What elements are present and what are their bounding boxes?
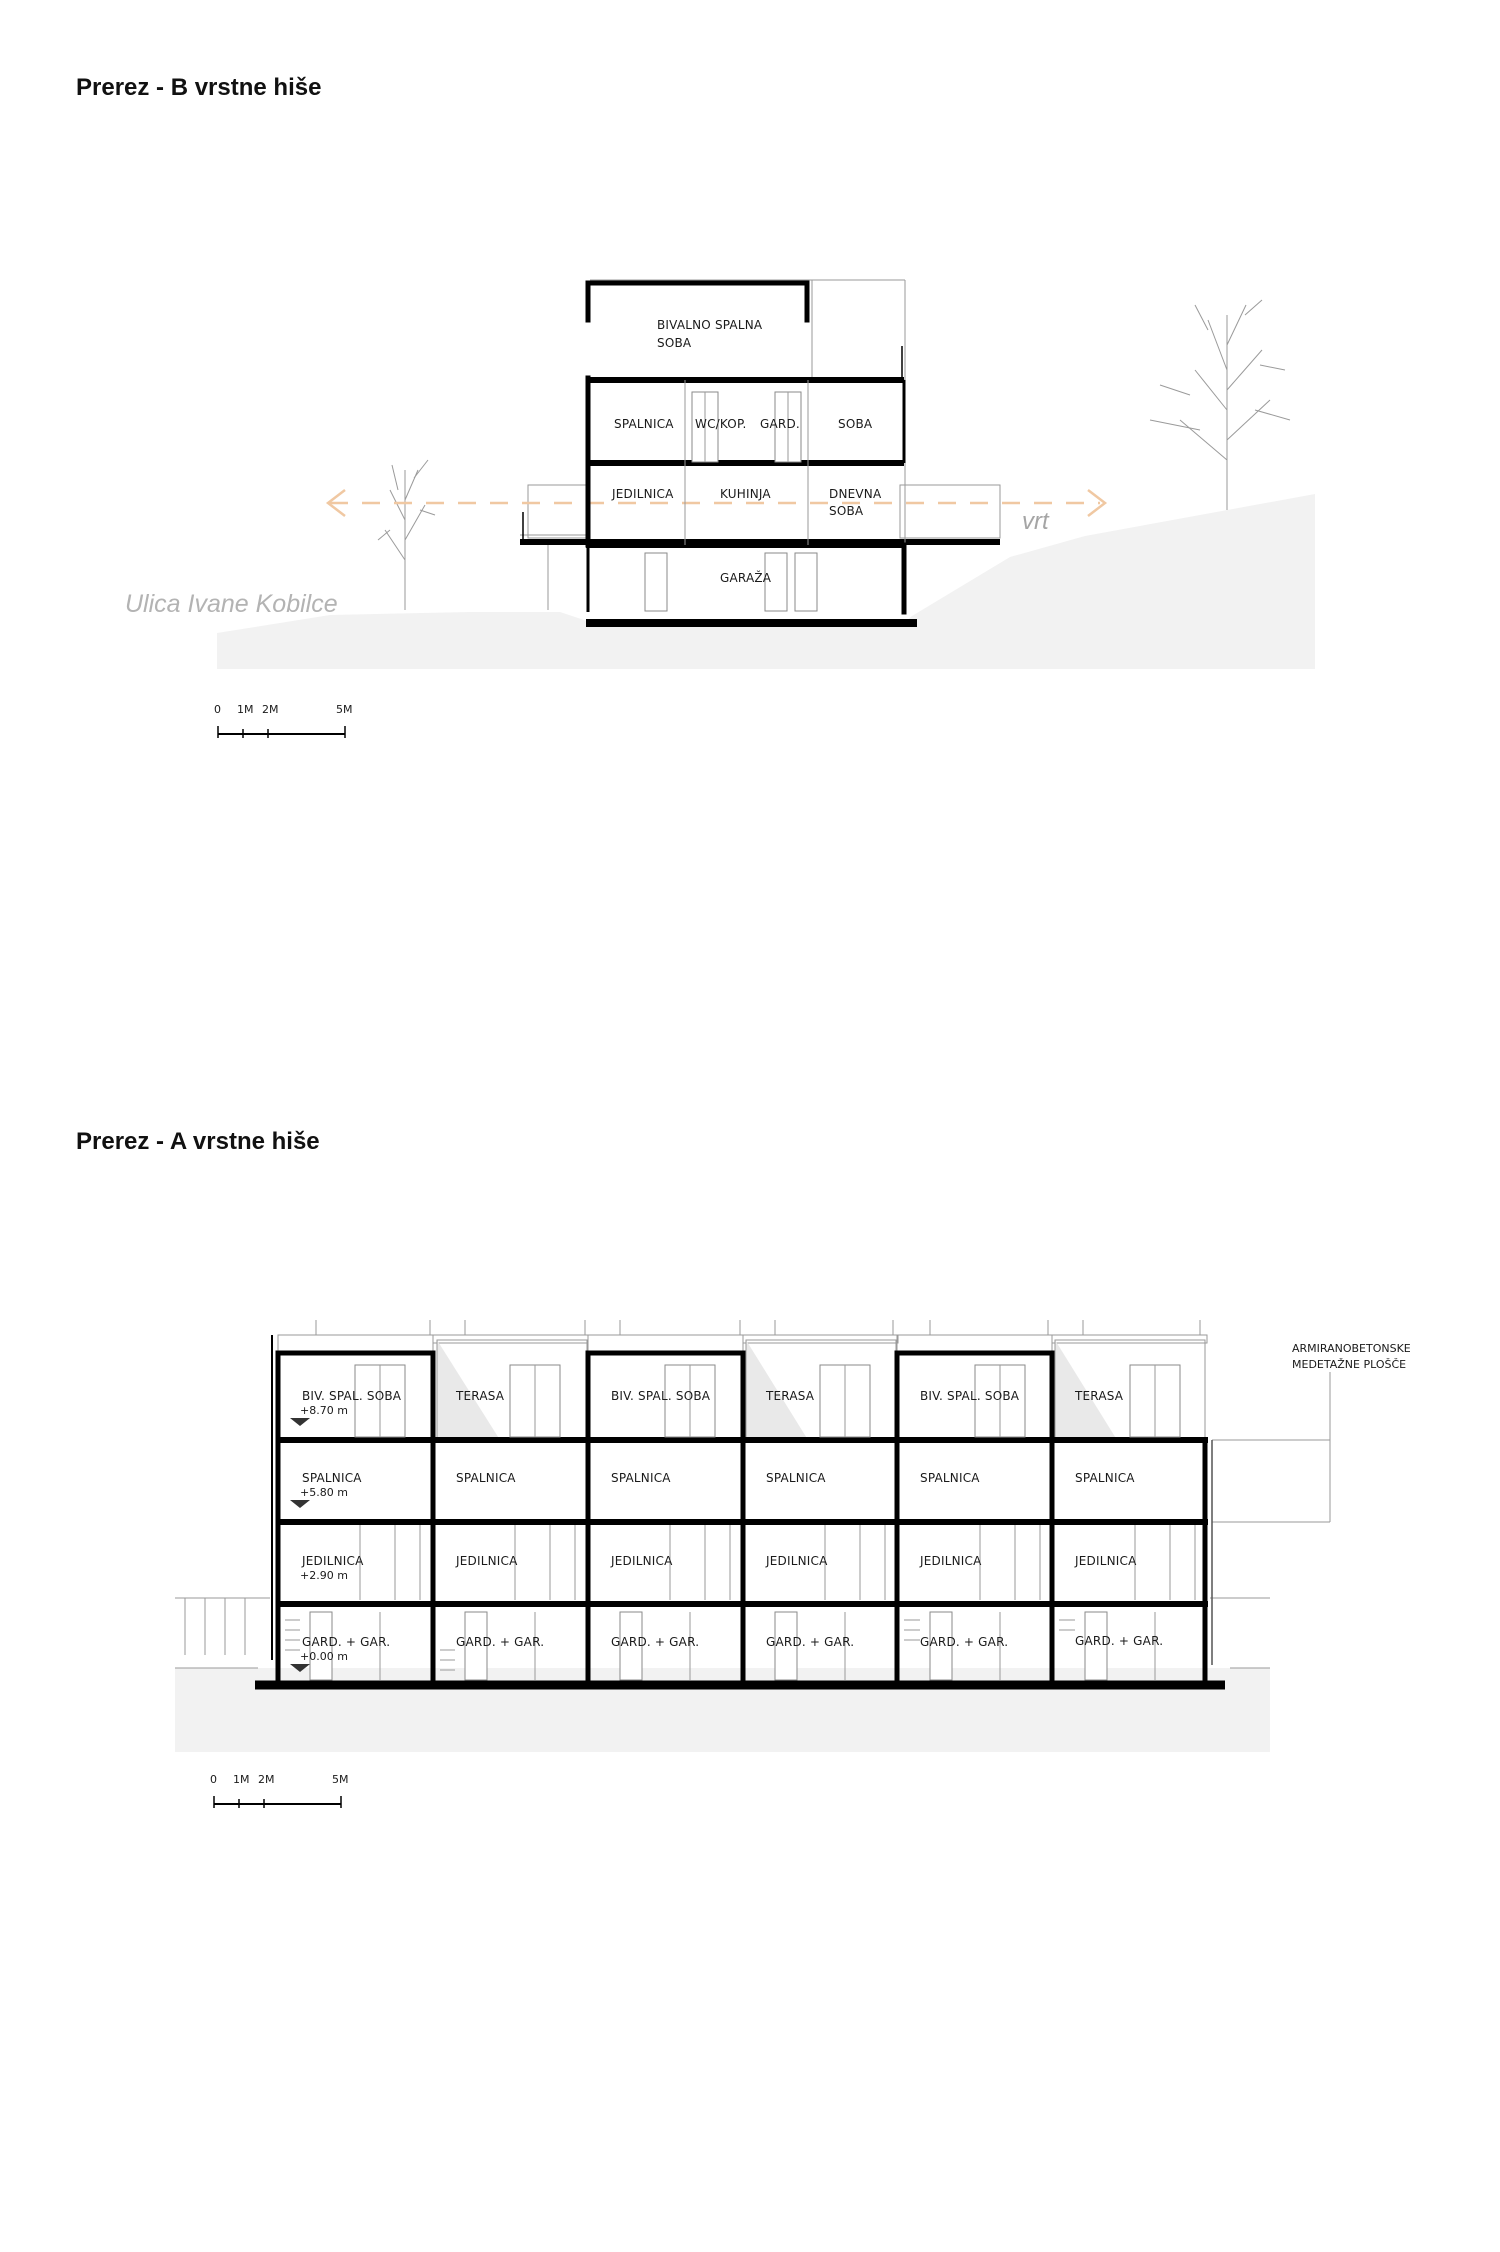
a-r2-c4: SPALNICA [766,1471,826,1485]
section-b-title: Prerez - B vrstne hiše [76,74,322,101]
scale-bar-a [210,1773,349,1808]
room-bivalno-soba: SOBA [657,336,692,350]
a-r3-c6: JEDILNICA [1075,1554,1137,1568]
garden-label: vrt [1022,508,1049,535]
street-label: Ulica Ivane Kobilce [125,590,338,618]
room-garaza: GARAŽA [720,571,772,585]
room-gard: GARD. [760,417,800,431]
a-r3-c5: JEDILNICA [920,1554,982,1568]
scale-b-5m: 5M [336,703,353,716]
scale-b-1m: 1M [237,703,254,716]
scale-a-5m: 5M [332,1773,349,1786]
room-kuhinja: KUHINJA [720,487,771,501]
a-r4-c3: GARD. + GAR. [611,1635,700,1649]
room-wc: WC/KOP. [695,417,747,431]
room-spalnica: SPALNICA [614,417,674,431]
scale-a-2m: 2M [258,1773,275,1786]
room-dnevna: DNEVNA [829,487,882,501]
a-r3-c2: JEDILNICA [456,1554,518,1568]
elevation-000: +0.00 m [300,1650,348,1663]
section-a-row-3 [301,1554,1137,1568]
a-r2-c2: SPALNICA [456,1471,516,1485]
a-r1-c4: TERASA [766,1389,815,1403]
a-r4-c5: GARD. + GAR. [920,1635,1009,1649]
a-r1-c3: BIV. SPAL. SOBA [611,1389,711,1403]
a-r2-c3: SPALNICA [611,1471,671,1485]
a-r4-c4: GARD. + GAR. [766,1635,855,1649]
room-soba: SOBA [838,417,873,431]
a-r4-c1: GARD. + GAR. [302,1635,391,1649]
section-a-row-2 [302,1471,1135,1485]
a-r1-c1: BIV. SPAL. SOBA [302,1389,402,1403]
a-r2-c5: SPALNICA [920,1471,980,1485]
a-r2-c1: SPALNICA [302,1471,362,1485]
elevation-290: +2.90 m [300,1569,348,1582]
note-line-2: MEDETAŽNE PLOŠČE [1292,1358,1407,1371]
a-r1-c2: TERASA [456,1389,505,1403]
elevation-580: +5.80 m [300,1486,348,1499]
a-r1-c5: BIV. SPAL. SOBA [920,1389,1020,1403]
room-dnevna-soba: SOBA [829,504,864,518]
a-r4-c6: GARD. + GAR. [1075,1634,1164,1648]
a-r4-c2: GARD. + GAR. [456,1635,545,1649]
scale-a-0: 0 [210,1773,217,1786]
room-bivalno-spalna: BIVALNO SPALNA [657,318,763,332]
room-jedilnica: JEDILNICA [612,487,674,501]
a-r1-c6: TERASA [1075,1389,1124,1403]
a-r2-c6: SPALNICA [1075,1471,1135,1485]
scale-b-2m: 2M [262,703,279,716]
a-r3-c4: JEDILNICA [766,1554,828,1568]
a-r3-c1: JEDILNICA [302,1554,364,1568]
elevation-870: +8.70 m [300,1404,348,1417]
section-a-title: Prerez - A vrstne hiše [76,1128,320,1155]
scale-b-0: 0 [214,703,221,716]
scale-a-1m: 1M [233,1773,250,1786]
a-r3-c3: JEDILNICA [611,1554,673,1568]
note-line-1: ARMIRANOBETONSKE [1292,1342,1411,1355]
